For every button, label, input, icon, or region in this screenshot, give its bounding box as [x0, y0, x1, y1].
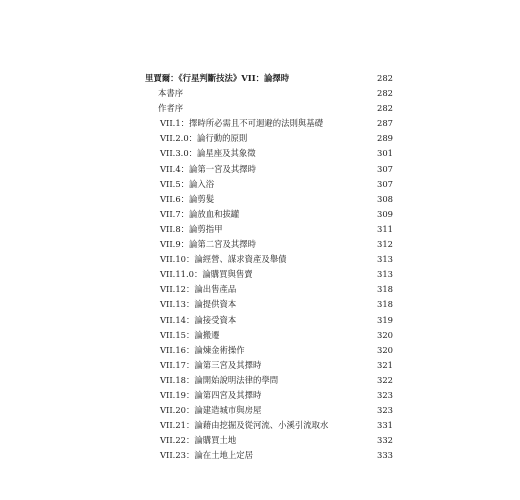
toc-entry-title: VII.6：論剪髮 — [160, 193, 215, 204]
toc-page-number: 282 — [377, 73, 393, 83]
toc-page-number: 282 — [377, 103, 393, 114]
toc-entry-title: VII.11.0：論購買與售賣 — [160, 269, 253, 280]
toc-entry — [0, 131, 520, 146]
toc-entry — [0, 267, 520, 282]
toc-page-number: 318 — [377, 299, 393, 310]
toc-page-number: 320 — [377, 329, 393, 340]
toc-page-number: 313 — [377, 254, 393, 265]
table-of-contents — [0, 71, 520, 463]
toc-page-number: 333 — [377, 450, 393, 461]
toc-page-number: 301 — [377, 148, 393, 159]
toc-entry-title: VII.8：論剪指甲 — [160, 223, 223, 234]
toc-entry-title: VII.7：論放血和拔罐 — [160, 208, 240, 219]
toc-page-number: 308 — [377, 193, 393, 204]
toc-entry-title: VII.12：論出售產品 — [160, 284, 237, 295]
toc-page-number: 309 — [377, 208, 393, 219]
toc-entry-title: VII.5：論入浴 — [160, 178, 215, 189]
toc-entry — [0, 192, 520, 207]
toc-entry — [0, 237, 520, 252]
toc-entry-title: VII.16：論煉金術操作 — [160, 344, 245, 355]
toc-entry — [0, 403, 520, 418]
toc-page-number: 323 — [377, 405, 393, 416]
toc-entry — [0, 252, 520, 267]
toc-page-number: 282 — [377, 88, 393, 99]
toc-page-number: 321 — [377, 359, 393, 370]
toc-entry-title: VII.1：擇時所必需且不可迴避的法則與基礎 — [160, 118, 324, 129]
toc-entry — [0, 297, 520, 312]
toc-page-number: 307 — [377, 163, 393, 174]
toc-entry-title: 作者序 — [158, 103, 184, 114]
toc-entry-title: 本書序 — [158, 88, 184, 99]
toc-page-number: 287 — [377, 118, 393, 129]
toc-page-number: 318 — [377, 284, 393, 295]
toc-entry — [0, 313, 520, 328]
toc-page-number: 289 — [377, 133, 393, 144]
toc-page-number: 332 — [377, 435, 393, 446]
toc-entry — [0, 222, 520, 237]
toc-entry-title: VII.23：論在土地上定居 — [160, 450, 253, 461]
toc-entry — [0, 388, 520, 403]
toc-entry — [0, 101, 520, 116]
toc-entry-title: 里賈爾：《行星判斷技法》VII：論擇時 — [145, 73, 290, 83]
toc-entry — [0, 116, 520, 131]
toc-page-number: 331 — [377, 420, 393, 431]
toc-entry — [0, 177, 520, 192]
toc-page-number: 311 — [377, 223, 393, 234]
toc-entry-title: VII.15：論搬遷 — [160, 329, 220, 340]
toc-section-heading — [0, 71, 520, 86]
toc-page-number: 320 — [377, 344, 393, 355]
toc-entry-title: VII.20：論建造城市與房屋 — [160, 405, 262, 416]
toc-entry — [0, 373, 520, 388]
toc-entry-title: VII.21：論藉由挖掘及從河流、小溪引流取水 — [160, 420, 329, 431]
toc-entry-title: VII.2.0：論行動的原則 — [160, 133, 248, 144]
toc-entry-title: VII.17：論第三宮及其擇時 — [160, 359, 262, 370]
toc-entry-title: VII.3.0：論星座及其象徵 — [160, 148, 256, 159]
toc-entry-title: VII.19：論第四宮及其擇時 — [160, 389, 262, 400]
toc-entry-title: VII.18：論開始說明法律的學問 — [160, 374, 279, 385]
toc-entry — [0, 207, 520, 222]
toc-page-number: 307 — [377, 178, 393, 189]
toc-entry — [0, 433, 520, 448]
toc-entry-title: VII.14：論接受資本 — [160, 314, 237, 325]
toc-page-number: 322 — [377, 374, 393, 385]
toc-entry — [0, 282, 520, 297]
toc-page-number: 313 — [377, 269, 393, 280]
toc-entry-title: VII.10：論經營、謀求資產及舉債 — [160, 254, 287, 265]
toc-page-number: 312 — [377, 239, 393, 250]
toc-entry-title: VII.9：論第二宮及其擇時 — [160, 239, 257, 250]
toc-entry-title: VII.22：論購買土地 — [160, 435, 237, 446]
toc-entry — [0, 343, 520, 358]
toc-entry — [0, 448, 520, 463]
toc-entry — [0, 358, 520, 373]
toc-entry-title: VII.4：論第一宮及其擇時 — [160, 163, 257, 174]
toc-page-number: 319 — [377, 314, 393, 325]
toc-page-number: 323 — [377, 389, 393, 400]
toc-entry-title: VII.13：論提供資本 — [160, 299, 237, 310]
toc-entry — [0, 328, 520, 343]
toc-entry — [0, 418, 520, 433]
toc-entry — [0, 86, 520, 101]
toc-entry — [0, 146, 520, 161]
toc-entry — [0, 162, 520, 177]
